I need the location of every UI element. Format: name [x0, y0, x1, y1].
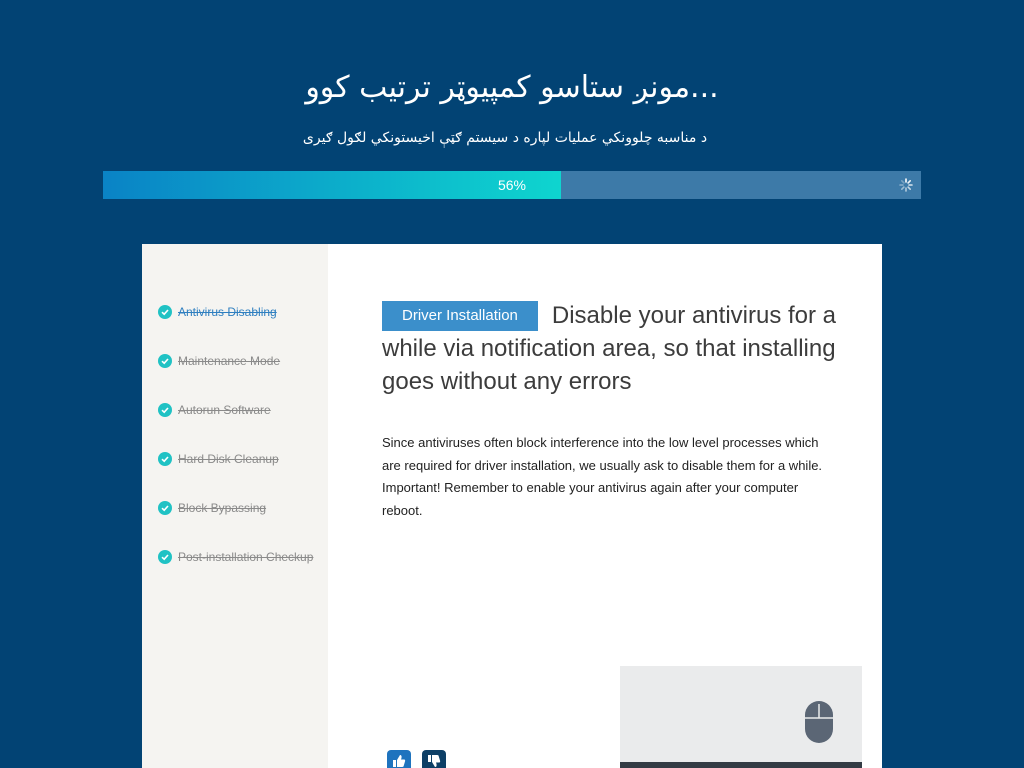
step-autorun-software	[158, 400, 271, 420]
video-progress-bar[interactable]	[620, 762, 862, 768]
step-label: Hard Disk Cleanup	[178, 452, 279, 466]
step-label: Maintenance Mode	[178, 354, 281, 368]
step-hard-disk-cleanup	[158, 449, 279, 469]
check-circle-icon	[158, 550, 172, 564]
step-block-bypassing	[158, 498, 266, 518]
step-label: Antivirus Disabling	[178, 305, 277, 319]
check-circle-icon	[158, 305, 172, 319]
page-title: ...مونږ ستاسو کمپیوټر ترتیب کوو	[305, 70, 719, 105]
content-heading	[382, 299, 842, 398]
video-preview[interactable]	[620, 666, 862, 768]
progress-label: 56%	[497, 177, 527, 193]
mouse-icon	[804, 700, 834, 744]
like-button[interactable]	[387, 750, 411, 768]
content-card	[142, 244, 882, 768]
dislike-button[interactable]	[422, 750, 446, 768]
step-post-installation-checkup	[158, 547, 313, 567]
step-tag: Driver Installation	[382, 301, 538, 331]
step-label: Post-installation Checkup	[178, 550, 314, 564]
step-label: Autorun Software	[178, 403, 271, 417]
thumbs-down-icon	[427, 754, 441, 768]
step-label: Block Bypassing	[178, 501, 267, 515]
page-subtitle: د مناسبه چلوونکي عملیات لپاره د سیستم ګټې اخیستونکي لګول ګیری	[302, 130, 708, 146]
check-circle-icon	[158, 501, 172, 515]
content-body: Since antiviruses often block interference into the low level processes which are required for driver installation, we usually ask to disable them for a while. Important! Remember to enable your antivirus again after your computer reboot.	[382, 435, 823, 518]
step-antivirus-disabling	[158, 302, 277, 322]
progress-bar	[103, 171, 921, 199]
check-circle-icon	[158, 403, 172, 417]
steps-sidebar	[142, 244, 328, 768]
spinner-icon	[899, 178, 913, 192]
step-maintenance-mode	[158, 351, 280, 371]
thumbs-up-icon	[392, 754, 406, 768]
check-circle-icon	[158, 452, 172, 466]
main-content	[382, 299, 842, 522]
check-circle-icon	[158, 354, 172, 368]
heading-text: Disable your antivirus for a while via notification area, so that installing goes without any errors	[382, 302, 837, 395]
